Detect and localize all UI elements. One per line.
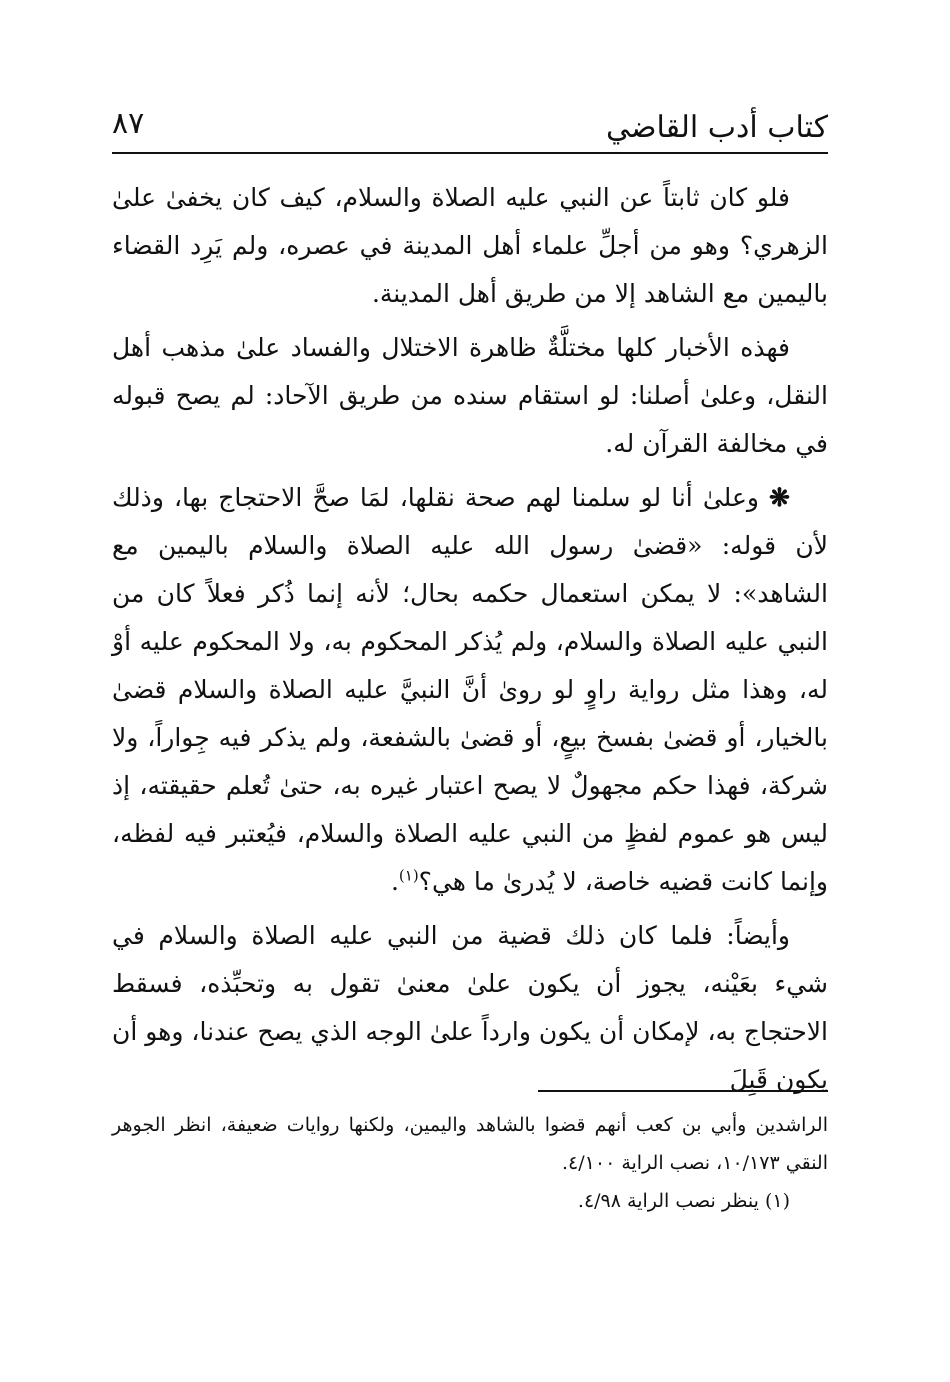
running-header: [112, 96, 828, 154]
page-number: ٨٧: [112, 106, 145, 141]
paragraph-3-text: وعلىٰ أنا لو سلمنا لهم صحة نقلها، لمَا صحَّ الاحتجاج بها، وذلك لأن قوله: «قضىٰ رسول الله عليه الصلاة والسلام باليمين مع الشاهد»: لا يمكن استعمال حكمه بحال؛ لأنه إنما ذُكر فعلاً كان من النبي عليه الصلاة والسلام، ولم يُذكر المحكوم به، ولا المحكوم عليه أوْ له، وهذا مثل رواية راوٍ لو روىٰ أنَّ النبيَّ عليه الصلاة والسلام قضىٰ بالخيار، أو قضىٰ بفسخ بيعٍ، أو قضىٰ بالشفعة، ولم يذكر فيه جِواراً، ولا شركة، فهذا حكم مجهولٌ لا يصح اعتبار غيره به، حتىٰ تُعلم حقيقته، إذ ليس هو عموم لفظٍ من النبي عليه الصلاة والسلام، فيُعتبر فيه لفظه، وإنما كانت قضيه خاصة، لا يُدرىٰ ما هي؟: [112, 483, 828, 896]
footnote-reference: (١): [398, 866, 419, 885]
footnote-1: (١) ينظر نصب الراية ٤/٩٨.: [577, 1190, 790, 1212]
paragraph-2: فهذه الأخبار كلها مختلَّةٌ ظاهرة الاختلال والفساد علىٰ مذهب أهل النقل، وعلىٰ أصلنا: لو استقام سنده من طريق الآحاد: لم يصح قبوله في مخالفة القرآن له.: [112, 333, 828, 458]
page: [112, 96, 828, 1110]
footnote-continuation: الراشدين وأبي بن كعب أنهم قضوا بالشاهد واليمين، ولكنها روايات ضعيفة، انظر الجوهر النقي ١٠/١٧٣، نصب الراية ٤/١٠٠.: [112, 1114, 828, 1174]
footnote-separator: [538, 1090, 828, 1092]
paragraph-4: وأيضاً: فلما كان ذلك قضية من النبي عليه الصلاة والسلام في شيء بعَيْنه، يجوز أن يكون علىٰ معنىٰ تقول به وتحبِّذه، فسقط الاحتجاج به، لإمكان أن يكون وارداً علىٰ الوجه الذي يصح عندنا، وهو أن يكون قَبِلَ: [112, 921, 828, 1094]
star-marker: ❋: [769, 483, 790, 512]
running-title: كتاب أدب القاضي: [606, 110, 828, 145]
footnotes: [112, 1090, 828, 1220]
paragraph-3: [112, 474, 828, 906]
paragraph-3-end: .: [390, 867, 399, 896]
body-text: [112, 174, 828, 1104]
paragraph-1: فلو كان ثابتاً عن النبي عليه الصلاة والسلام، كيف كان يخفىٰ علىٰ الزهري؟ وهو من أجلِّ علماء أهل المدينة في عصره، ولم يَرِد القضاء باليمين مع الشاهد إلا من طريق أهل المدينة.: [112, 183, 828, 308]
